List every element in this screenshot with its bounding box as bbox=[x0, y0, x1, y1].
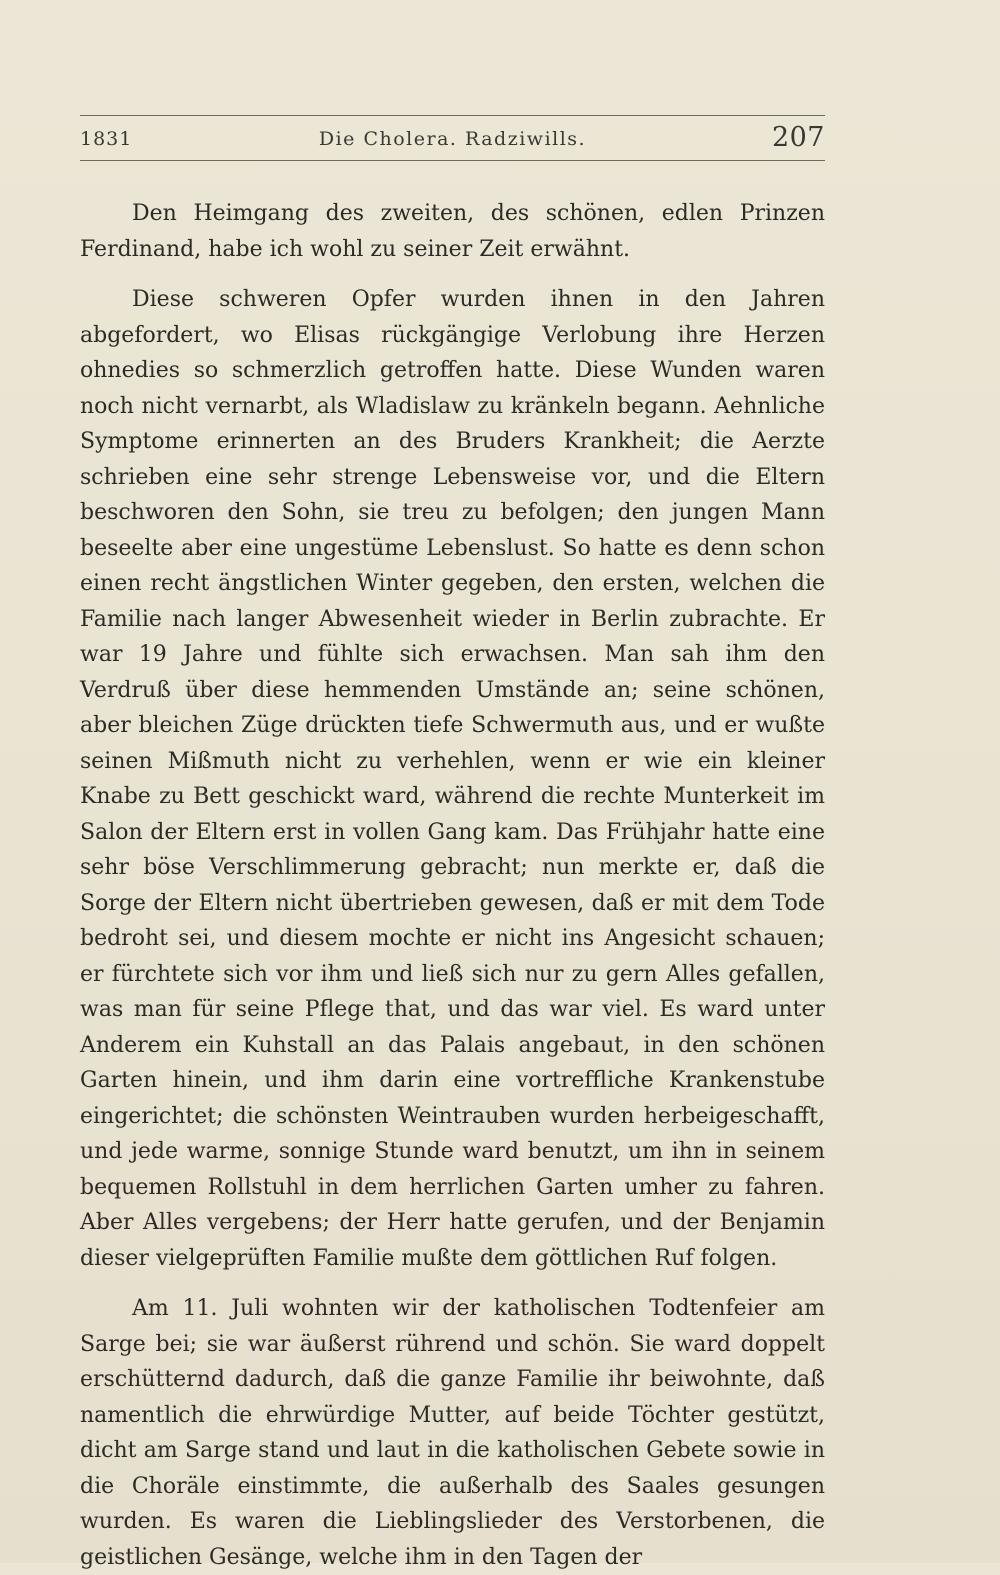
running-head bbox=[80, 122, 825, 156]
header-rule-top bbox=[80, 115, 825, 116]
header-rule-bottom bbox=[80, 160, 825, 161]
paragraph-3: Am 11. Juli wohnten wir der katholischen Todtenfeier am Sarge bei; sie war äußerst rührend und schön. Sie ward doppelt erschütternd dadurch, daß die ganze Familie ihr beiwohnte, daß namentlich die ehrwürdige Mutter, auf beide Töchter gestützt, dicht am Sarge stand und laut in die katholischen Gebete sowie in die Choräle einstimmte, die außerhalb des Saales gesungen wurden. Es waren die Lieblingslieder des Verstorbenen, die geistlichen Gesänge, welche ihm in den Tagen der bbox=[80, 1296, 825, 1570]
paragraph-1: Den Heimgang des zweiten, des schönen, edlen Prinzen Ferdinand, habe ich wohl zu seiner Zeit erwähnt. bbox=[80, 201, 825, 262]
header-year: 1831 bbox=[80, 128, 133, 150]
paragraph-2: Diese schweren Opfer wurden ihnen in den Jahren abgefordert, wo Elisas rückgängige Verlobung ihre Herzen ohnedies so schmerzlich getroffen hatte. Diese Wunden waren noch nicht vernarbt, als Wladislaw zu kränkeln begann. Aehnliche Symptome erinnerten an des Bruders Krankheit; die Aerzte schrieben eine sehr strenge Lebensweise vor, und die Eltern beschworen den Sohn, sie treu zu befolgen; den jungen Mann beseelte aber eine ungestüme Lebenslust. So hatte es denn schon einen recht ängstlichen Winter gegeben, den ersten, welchen die Familie nach langer Abwesenheit wieder in Berlin zubrachte. Er war 19 Jahre und fühlte sich erwachsen. Man sah ihm den Verdruß über diese hemmenden Umstände an; seine schönen, aber bleichen Züge drückten tiefe Schwermuth aus, und er wußte seinen Mißmuth nicht zu verhehlen, wenn er wie ein kleiner Knabe zu Bett geschickt ward, während die rechte Munterkeit im Salon der Eltern erst in vollen Gang kam. Das Frühjahr hatte eine sehr böse Verschlimmerung gebracht; nun merkte er, daß die Sorge der Eltern nicht übertrieben gewesen, daß er mit dem Tode bedroht sei, und diesem mochte er nicht ins Angesicht schauen; er fürchtete sich vor ihm und ließ sich nur zu gern Alles gefallen, was man für seine Pflege that, und das war viel. Es ward unter Anderem ein Kuhstall an das Palais angebaut, in den schönen Garten hinein, und ihm darin eine vortreffliche Krankenstube eingerichtet; die schönsten Weintrauben wurden herbeigeschafft, und jede warme, sonnige Stunde ward benutzt, um ihn in seinem bequemen Rollstuhl in dem herrlichen Garten umher zu fahren. Aber Alles vergebens; der Herr hatte gerufen, und der Benjamin dieser vielgeprüften Familie mußte dem göttlichen Ruf folgen. bbox=[80, 287, 825, 1271]
body-text bbox=[80, 196, 825, 1575]
page-number: 207 bbox=[771, 122, 825, 153]
header-title: Die Cholera. Radziwills. bbox=[318, 128, 587, 150]
